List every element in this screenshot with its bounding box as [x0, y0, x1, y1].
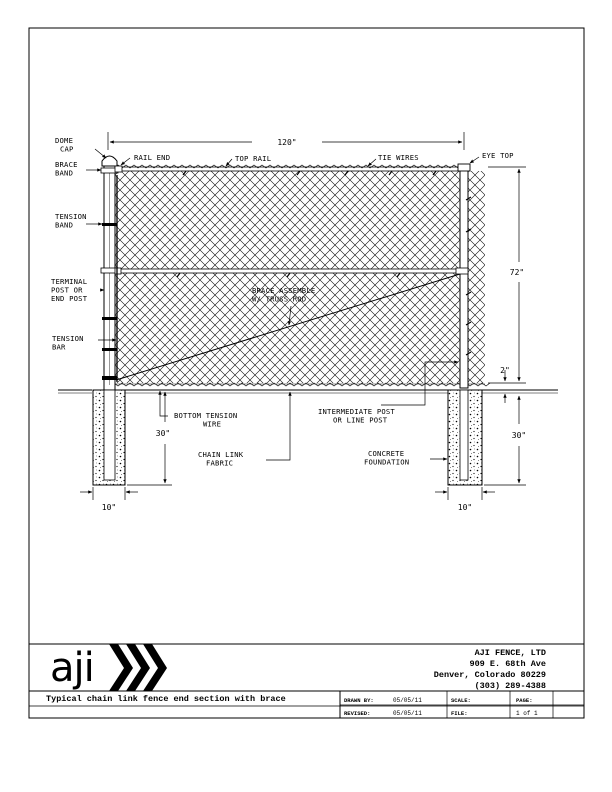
- drawn-by-value: 05/05/11: [393, 697, 422, 704]
- label-top-rail: TOP RAIL: [235, 154, 272, 163]
- label-brace-band: BRACE BAND: [55, 160, 78, 178]
- intermediate-post: [460, 170, 468, 388]
- drawing-title: Typical chain link fence end section with brace: [46, 694, 286, 704]
- dim-left-footing-width: 10": [101, 503, 117, 512]
- label-rail-end: RAIL END: [134, 153, 171, 162]
- title-block: [29, 644, 584, 718]
- company-phone: (303) 289-4388: [474, 681, 546, 691]
- dim-clearance: 2": [500, 366, 510, 375]
- company-address1: 909 E. 68th Ave: [469, 659, 546, 669]
- label-eye-top: EYE TOP: [482, 151, 514, 160]
- label-concrete-foundation: CONCRETE FOUNDATION: [364, 449, 410, 467]
- label-brace-assembly: BRACE ASSEMBLE W/ TRUSS ROD: [252, 286, 316, 304]
- brace-rail: [116, 269, 462, 273]
- label-tie-wires: TIE WIRES: [378, 153, 419, 162]
- label-bottom-tension-wire: BOTTOM TENSION WIRE: [174, 411, 238, 429]
- scale-label: SCALE:: [451, 697, 471, 704]
- file-label: FILE:: [451, 710, 468, 717]
- label-tension-band: TENSION BAND: [55, 212, 87, 230]
- dim-left-depth: 30": [155, 429, 171, 438]
- fabric-knuckles-bottom: [114, 383, 490, 386]
- company-address2: Denver, Colorado 80229: [433, 670, 546, 680]
- dim-width: 120": [277, 138, 297, 147]
- tension-band: [102, 223, 117, 226]
- rail-end: [115, 166, 122, 172]
- dome-cap: [102, 156, 117, 166]
- chain-link-fabric: [113, 171, 485, 383]
- revised-label: REVISED:: [344, 710, 371, 717]
- page-label: PAGE:: [516, 697, 533, 704]
- dim-right-footing-width: 10": [457, 503, 473, 512]
- logo-text: aji: [50, 645, 94, 691]
- drawn-by-label: DRAWN BY:: [344, 697, 374, 704]
- fence-drawing: [58, 156, 558, 485]
- label-intermediate-post: INTERMEDIATE POST OR LINE POST: [318, 407, 395, 425]
- eye-top: [458, 164, 470, 171]
- chevrons-logo-icon: [109, 644, 167, 691]
- label-tension-bar: TENSION BAR: [52, 334, 84, 352]
- revised-value: 05/05/11: [393, 710, 422, 717]
- dim-right-depth: 30": [511, 431, 527, 440]
- label-terminal-post: TERMINAL POST OR END POST: [51, 277, 88, 303]
- dim-height: 72": [509, 268, 525, 277]
- label-chain-link-fabric: CHAIN LINK FABRIC: [198, 450, 244, 468]
- top-rail: [112, 167, 464, 171]
- company-name: AJI FENCE, LTD: [474, 648, 546, 658]
- page-value: 1 of 1: [516, 710, 538, 717]
- label-dome-cap: DOME CAP: [55, 136, 74, 154]
